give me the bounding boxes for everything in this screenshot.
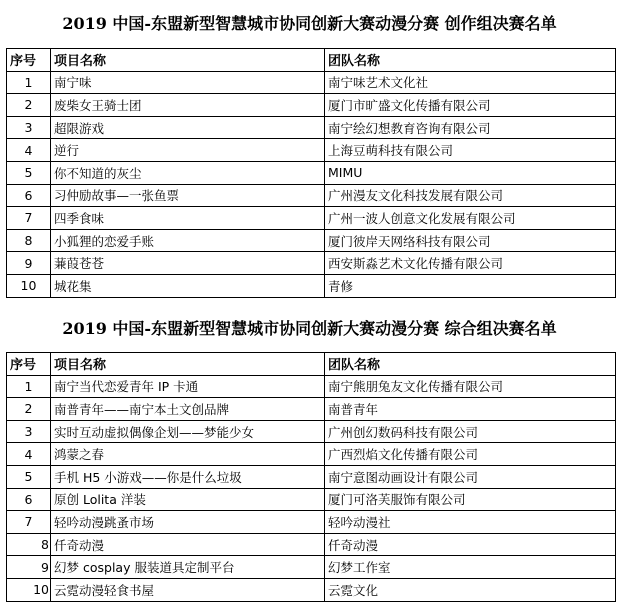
- team-name: 厦门可洛芙服饰有限公司: [325, 488, 616, 511]
- header-no: 序号: [7, 353, 51, 376]
- team-name: 西安斯淼艺术文化传播有限公司: [325, 252, 616, 275]
- project-name: 南普青年——南宁本土文创品牌: [51, 398, 325, 421]
- table-row: [7, 465, 616, 488]
- row-number: 7: [7, 511, 51, 534]
- team-name: 南宁熊朋兔友文化传播有限公司: [325, 375, 616, 398]
- project-name: 手机 H5 小游戏——你是什么垃圾: [51, 465, 325, 488]
- row-number: 6: [7, 488, 51, 511]
- comprehensive-group-table: [6, 352, 616, 602]
- project-name: 鸿蒙之春: [51, 443, 325, 466]
- row-number: 1: [7, 375, 51, 398]
- project-name: 超限游戏: [51, 116, 325, 139]
- row-number: 4: [7, 139, 51, 162]
- row-number: 3: [7, 116, 51, 139]
- table-row: [7, 533, 616, 556]
- project-name: 习仲励故事—一张鱼票: [51, 184, 325, 207]
- team-name: 南宁意图动画设计有限公司: [325, 465, 616, 488]
- table-row: [7, 207, 616, 230]
- row-number: 10: [7, 578, 51, 601]
- row-number: 2: [7, 94, 51, 117]
- project-name: 云霓动漫轻食书屋: [51, 578, 325, 601]
- project-name: 四季食味: [51, 207, 325, 230]
- table-row: [7, 184, 616, 207]
- table-row: [7, 375, 616, 398]
- header-team: 团队名称: [325, 49, 616, 72]
- row-number: 4: [7, 443, 51, 466]
- team-name: 广州一波人创意文化发展有限公司: [325, 207, 616, 230]
- table-row: [7, 252, 616, 275]
- row-number: 3: [7, 420, 51, 443]
- row-number: 7: [7, 207, 51, 230]
- project-name: 废柴女王骑士团: [51, 94, 325, 117]
- project-name: 幻梦 cosplay 服装道具定制平台: [51, 556, 325, 579]
- project-name: 仟奇动漫: [51, 533, 325, 556]
- row-number: 6: [7, 184, 51, 207]
- project-name: 原创 Lolita 洋装: [51, 488, 325, 511]
- project-name: 南宁味: [51, 71, 325, 94]
- team-name: 仟奇动漫: [325, 533, 616, 556]
- table-row: [7, 161, 616, 184]
- team-name: 南宁味艺术文化社: [325, 71, 616, 94]
- table-row: [7, 398, 616, 421]
- section1-title: 2019 中国-东盟新型智慧城市协同创新大赛动漫分赛 创作组决赛名单: [62, 14, 557, 33]
- table-row: [7, 443, 616, 466]
- creative-group-table: [6, 48, 616, 298]
- team-name: 南普青年: [325, 398, 616, 421]
- table-row: [7, 94, 616, 117]
- row-number: 9: [7, 556, 51, 579]
- table-row: [7, 116, 616, 139]
- project-name: 逆行: [51, 139, 325, 162]
- row-number: 8: [7, 533, 51, 556]
- team-name: MIMU: [325, 161, 616, 184]
- team-name: 厦门市旷盛文化传播有限公司: [325, 94, 616, 117]
- team-name: 轻吟动漫社: [325, 511, 616, 534]
- row-number: 2: [7, 398, 51, 421]
- row-number: 5: [7, 161, 51, 184]
- row-number: 9: [7, 252, 51, 275]
- table-row: [7, 274, 616, 297]
- team-name: 青修: [325, 274, 616, 297]
- header-project: 项目名称: [51, 353, 325, 376]
- row-number: 8: [7, 229, 51, 252]
- table-row: [7, 511, 616, 534]
- project-name: 南宁当代恋爱青年 IP 卡通: [51, 375, 325, 398]
- project-name: 轻吟动漫跳蚤市场: [51, 511, 325, 534]
- header-no: 序号: [7, 49, 51, 72]
- team-name: 厦门彼岸天网络科技有限公司: [325, 229, 616, 252]
- table-row: [7, 420, 616, 443]
- header-project: 项目名称: [51, 49, 325, 72]
- table-row: [7, 139, 616, 162]
- project-name: 城花集: [51, 274, 325, 297]
- project-name: 蒹葭苍苍: [51, 252, 325, 275]
- team-name: 南宁绘幻想教育咨询有限公司: [325, 116, 616, 139]
- team-name: 幻梦工作室: [325, 556, 616, 579]
- table-row: [7, 229, 616, 252]
- team-name: 广州漫友文化科技发展有限公司: [325, 184, 616, 207]
- team-name: 上海豆萌科技有限公司: [325, 139, 616, 162]
- project-name: 你不知道的灰尘: [51, 161, 325, 184]
- table-row: [7, 488, 616, 511]
- row-number: 5: [7, 465, 51, 488]
- table-row: [7, 556, 616, 579]
- table-body: [7, 71, 616, 297]
- team-name: 云霓文化: [325, 578, 616, 601]
- table-row: [7, 578, 616, 601]
- project-name: 小狐狸的恋爱手账: [51, 229, 325, 252]
- section2-title: 2019 中国-东盟新型智慧城市协同创新大赛动漫分赛 综合组决赛名单: [62, 319, 557, 338]
- project-name: 实时互动虚拟偶像企划——梦能少女: [51, 420, 325, 443]
- team-name: 广州创幻数码科技有限公司: [325, 420, 616, 443]
- row-number: 1: [7, 71, 51, 94]
- row-number: 10: [7, 274, 51, 297]
- header-team: 团队名称: [325, 353, 616, 376]
- table-header-row: [7, 353, 616, 376]
- table-header-row: [7, 49, 616, 72]
- team-name: 广西烈焰文化传播有限公司: [325, 443, 616, 466]
- table-row: [7, 71, 616, 94]
- table-body: [7, 375, 616, 601]
